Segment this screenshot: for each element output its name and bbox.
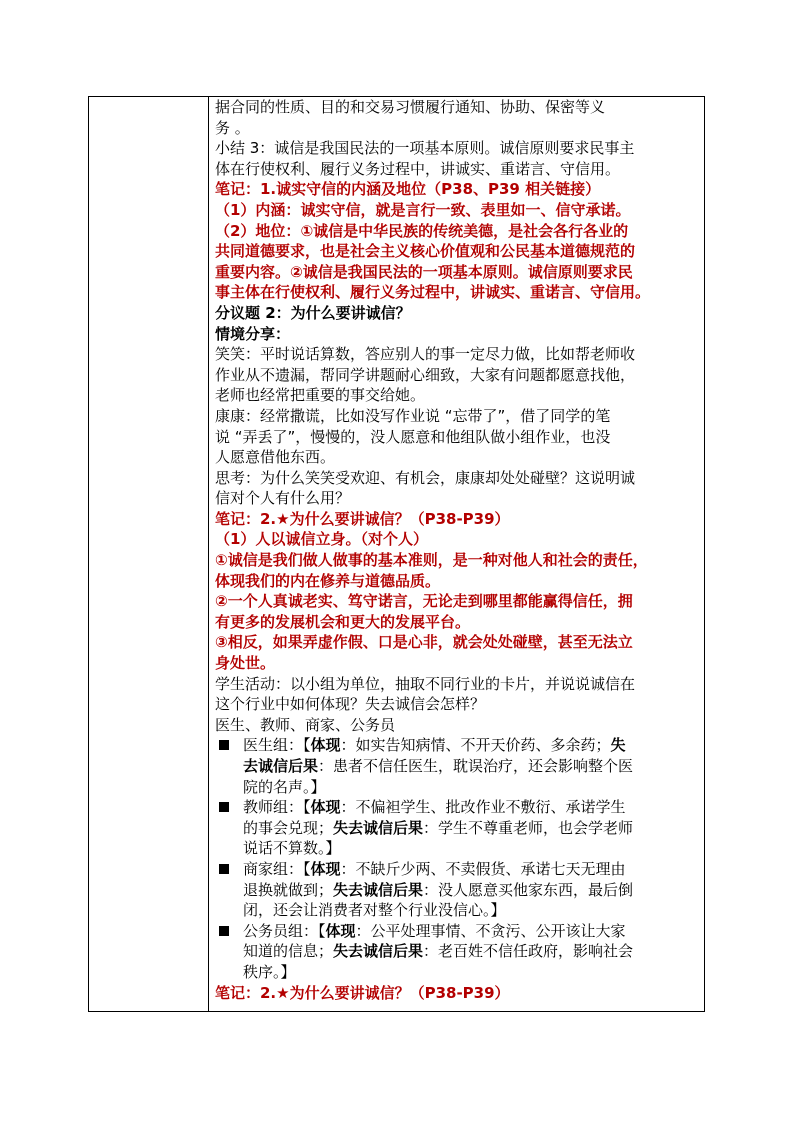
group-keyword: 失 <box>610 736 626 755</box>
group-keyword: 失去诚信后果 <box>333 880 424 899</box>
scenario-kangkang: 人愿意借他东西。 <box>215 448 336 467</box>
note-heading: 笔记：1.诚实守信的内涵及地位（P38、P39 相关链接） <box>215 180 601 199</box>
group-item-line <box>243 962 701 983</box>
note-status-line: 事主体在行使权利、履行义务过程中，讲诚实、重诺言、守信用。 <box>215 283 651 302</box>
note-point: ③相反，如果弄虚作假、口是心非，就会处处碰壁，甚至无法立 <box>215 633 633 652</box>
group-item <box>215 921 701 983</box>
square-bullet-icon <box>219 926 229 936</box>
group-item-line <box>243 818 701 839</box>
continued-text-line: 据合同的性质、目的和交易习惯履行通知、协助、保密等义 <box>215 98 606 116</box>
note-meaning: （1）内涵：诚实守信，就是言行一致、表里如一、信守承诺。 <box>215 200 631 219</box>
group-keyword: 失去诚信后果 <box>333 942 424 961</box>
group-text: ：不偏袒学生、批改作业不敷衍、承诺学生 <box>340 798 626 817</box>
group-item-line <box>243 921 701 942</box>
scenario-xiaoxiao: 笑笑：平时说话算数，答应别人的事一定尽力做，比如帮老师收 <box>215 345 636 364</box>
group-text: 院的名声。】 <box>243 777 326 796</box>
scenario-label: 情境分享： <box>215 324 291 343</box>
note-status-line: 共同道德要求，也是社会主义核心价值观和公民基本道德规范的 <box>215 242 636 261</box>
professions-list: 医生、教师、商家、公务员 <box>215 715 396 734</box>
group-text: 教师组：【 <box>243 798 311 817</box>
group-keyword: 体现 <box>310 859 341 878</box>
note-status-line: 重要内容。②诚信是我国民法的一项基本原则。诚信原则要求民 <box>215 262 633 281</box>
group-item-line <box>243 735 701 756</box>
group-keyword: 失去诚信后果 <box>333 818 424 837</box>
note-point: ②一个人真诚老实、笃守诺言，无论走到哪里都能赢得信任，拥 <box>215 592 633 611</box>
continued-text-line: 务 。 <box>215 118 250 137</box>
group-item-line <box>243 859 701 880</box>
topic-heading: 分议题 2：为什么要讲诚信？ <box>215 303 411 322</box>
group-text: ：学生不尊重老师，也会学老师 <box>423 818 634 837</box>
group-item-line <box>243 941 701 962</box>
group-text: ：不缺斤少两、不卖假货、承诺七天无理由 <box>340 859 626 878</box>
note-point: 身处世。 <box>215 654 276 673</box>
activity-text: 学生活动：以小组为单位，抽取不同行业的卡片，并说说诚信在 <box>215 674 636 693</box>
scenario-kangkang: 康康：经常撒谎，比如没写作业说 “忘带了”，借了同学的笔 <box>215 406 611 425</box>
group-item-line <box>243 777 701 798</box>
note-heading: 笔记：2.★为什么要讲诚信？（P38-P39） <box>215 983 510 1002</box>
square-bullet-icon <box>219 802 229 812</box>
scenario-xiaoxiao: 老师也经常把重要的事交给她。 <box>215 386 426 405</box>
group-text: ：没人愿意买他家东西，最后倒 <box>423 880 634 899</box>
note-subheading: （1）人以诚信立身。（对个人） <box>215 530 428 549</box>
group-text: 的事会兑现； <box>243 818 334 837</box>
group-item <box>215 797 701 859</box>
note-point: ①诚信是我们做人做事的基本准则，是一种对他人和社会的责任， <box>215 551 648 570</box>
right-column-cell <box>215 97 701 1003</box>
group-text: 公务员组：【 <box>243 921 326 940</box>
group-text: 说话不算数。】 <box>243 839 341 858</box>
group-item <box>215 735 701 797</box>
square-bullet-icon <box>219 864 229 874</box>
group-text: 商家组：【 <box>243 859 311 878</box>
group-item-line <box>243 756 701 777</box>
group-text: ：患者不信任医生，耽误治疗，还会影响整个医 <box>318 757 634 775</box>
group-keyword: 体现 <box>310 736 341 755</box>
group-text: ：老百姓不信任政府，影响社会 <box>423 942 634 961</box>
note-point: 有更多的发展机会和更大的发展平台。 <box>215 612 471 631</box>
group-list <box>215 735 701 982</box>
scenario-kangkang: 说 “弄丢了”，慢慢的，没人愿意和他组队做小组作业，也没 <box>215 427 611 446</box>
lesson-table <box>88 96 705 1012</box>
group-text: ：公平处理事情、不贪污、公开该让大家 <box>355 921 626 940</box>
group-keyword: 去诚信后果 <box>243 757 319 775</box>
activity-text: 这个行业中如何体现？失去诚信会怎样？ <box>215 695 486 714</box>
note-status-line: （2）地位：①诚信是中华民族的传统美德，是社会各行各业的 <box>215 221 629 240</box>
summary-line: 体在行使权利、履行义务过程中，讲诚实、重诺言、守信用。 <box>215 159 621 178</box>
group-item-line <box>243 900 701 921</box>
summary-line: 小结 3：诚信是我国民法的一项基本原则。诚信原则要求民事主 <box>215 139 635 158</box>
think-question: 信对个人有什么用？ <box>215 489 351 508</box>
note-point: 体现我们的内在修养与道德品质。 <box>215 571 441 590</box>
group-item-line <box>243 880 701 901</box>
note-heading: 笔记：2.★为什么要讲诚信？（P38-P39） <box>215 509 510 528</box>
square-bullet-icon <box>219 740 229 750</box>
group-text: 知道的信息； <box>243 942 334 961</box>
think-question: 思考：为什么笑笑受欢迎、有机会，康康却处处碰壁？这说明诚 <box>215 468 636 487</box>
group-item <box>215 859 701 921</box>
group-text: 秩序。】 <box>243 962 296 981</box>
group-item-line <box>243 838 701 859</box>
scenario-xiaoxiao: 作业从不遗漏，帮同学讲题耐心细致，大家有问题都愿意找他， <box>215 365 636 384</box>
group-item-line <box>243 797 701 818</box>
group-keyword: 体现 <box>310 798 341 817</box>
group-text: 退换就做到； <box>243 880 334 899</box>
left-column-cell <box>89 97 209 1011</box>
group-text: 医生组：【 <box>243 736 311 755</box>
group-text: 闭，还会让消费者对整个行业没信心。】 <box>243 901 506 920</box>
group-keyword: 体现 <box>325 921 356 940</box>
group-text: ：如实告知病情、不开天价药、多余药； <box>340 736 611 755</box>
